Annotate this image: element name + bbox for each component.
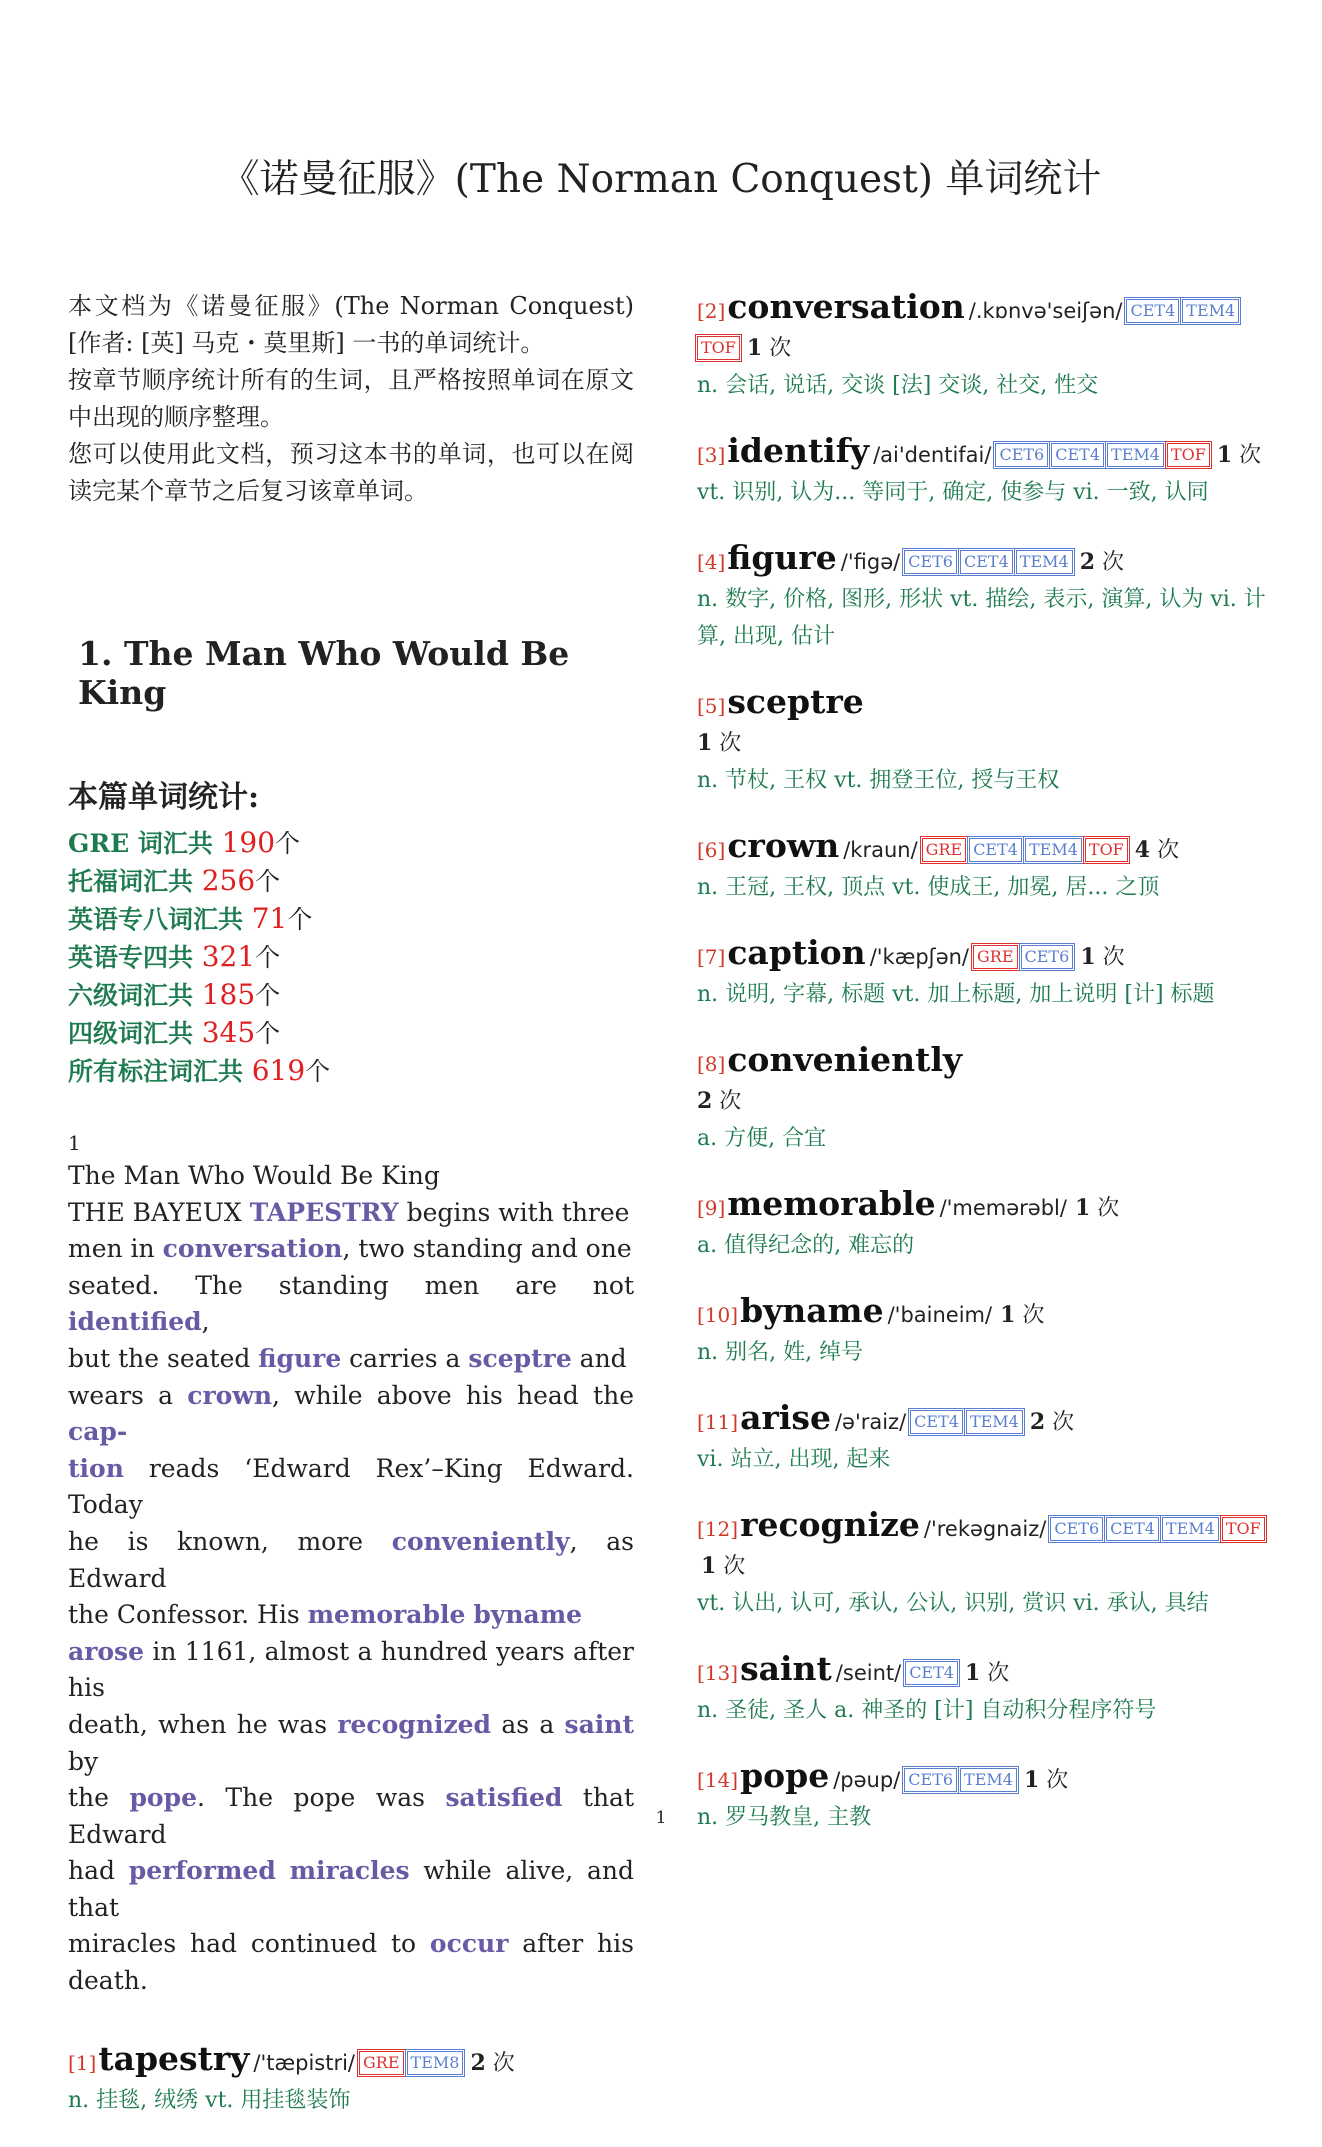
phonetic: /'memərəbl/ (939, 1196, 1067, 1220)
passage-line: the pope. The pope was satisfied that Edward (68, 1783, 635, 1849)
vocab-entry (697, 288, 1269, 404)
stats-count: 321 (201, 940, 256, 973)
phonetic: /'tæpistri/ (253, 2050, 356, 2075)
stats-count: 256 (201, 864, 256, 897)
definition: n. 别名, 姓, 绰号 (697, 1340, 864, 1365)
keyword: pope (129, 1783, 197, 1813)
passage-line: he is known, more conveniently, as Edward (68, 1526, 634, 1593)
phonetic: /seint/ (835, 1661, 902, 1685)
tag-badge: TOF (1222, 1517, 1265, 1541)
entry-index: [10] (697, 1303, 739, 1327)
occurrence-count (747, 336, 791, 361)
tag-badge: CET6 (1050, 1517, 1103, 1541)
entry-index: [7] (697, 945, 726, 969)
headword: conversation (727, 287, 965, 326)
count-unit: 次 (1150, 838, 1180, 863)
tag-badge: GRE (973, 945, 1018, 969)
entry-head (697, 1506, 1269, 1585)
occurrence-count (1030, 1410, 1074, 1435)
entry-index: [6] (697, 838, 726, 862)
page-title: 《诺曼征服》(The Norman Conquest) 单词统计 (220, 157, 1102, 202)
count-unit: 次 (1045, 1410, 1075, 1435)
tag-badge: TEM4 (1162, 1517, 1219, 1541)
definition: n. 挂毯, 绒绣 vt. 用挂毯装饰 (68, 2087, 351, 2113)
phonetic: /'kæpʃən/ (869, 945, 970, 969)
entry-head (697, 1399, 1269, 1441)
count-unit: 次 (712, 1089, 742, 1114)
stats-line (68, 1052, 634, 1090)
phonetic: /.kɒnvə'seiʃən/ (968, 299, 1123, 323)
tag-badge: CET4 (1126, 299, 1179, 323)
phonetic: /ai'dentifai/ (873, 443, 992, 467)
stats-unit: 个 (255, 867, 281, 896)
intro-paragraph: 本文档为《诺曼征服》(The Norman Conquest)[作者: [英] 马克・莫里斯] 一书的单词统计。 (68, 292, 634, 357)
passage-line: the Confessor. His memorable byname (68, 1600, 583, 1630)
vocab-entry (697, 1292, 1269, 1371)
stats-label: 托福词汇共 (68, 867, 202, 896)
stats-unit: 个 (275, 829, 301, 858)
entry-head (697, 1292, 1269, 1334)
occurrence-count (1217, 443, 1261, 468)
tag-badge: CET4 (905, 1661, 958, 1685)
keyword: cap- (68, 1417, 128, 1447)
headword: tapestry (98, 2038, 250, 2078)
tag-badge: GRE (359, 2051, 404, 2075)
definition: vt. 认出, 认可, 承认, 公认, 识别, 赏识 vi. 承认, 具结 (697, 1591, 1209, 1616)
count-unit: 次 (1232, 443, 1262, 468)
phonetic: /pəup/ (833, 1768, 901, 1792)
vocab-entry (697, 1041, 1269, 1157)
entry-index: [5] (697, 694, 726, 718)
definition: n. 圣徒, 圣人 a. 神圣的 [计] 自动积分程序符号 (697, 1698, 1157, 1723)
headword: pope (740, 1756, 830, 1795)
vocab-entry (697, 934, 1269, 1013)
phonetic: /ə'raiz/ (834, 1410, 907, 1434)
tag-badge: CET4 (960, 550, 1013, 574)
vocab-entry (697, 1399, 1269, 1478)
entry-index: [11] (697, 1410, 739, 1434)
count-number: 4 (1134, 837, 1151, 863)
entry-head (697, 1185, 1269, 1227)
page-number: 1 (655, 1808, 667, 1828)
keyword: saint (564, 1709, 635, 1739)
keyword: arose (68, 1636, 145, 1666)
passage-line: death, when he was recognized as a saint by (68, 1709, 635, 1776)
entry-index: [9] (697, 1196, 726, 1220)
keyword: satisfied (445, 1783, 563, 1813)
tag-badge: CET6 (1021, 945, 1074, 969)
keyword: recognized (337, 1709, 492, 1739)
occurrence-count (701, 1554, 745, 1579)
count-unit: 次 (1015, 1303, 1045, 1328)
entry-head (697, 1757, 1269, 1799)
stats-line (68, 900, 634, 938)
passage-line: had performed miracles while alive, and that (68, 1856, 634, 1922)
definition: n. 说明, 字幕, 标题 vt. 加上标题, 加上说明 [计] 标题 (697, 982, 1215, 1007)
tag-badge: TEM4 (1182, 299, 1239, 323)
stats-count: 71 (251, 902, 288, 935)
entry-index: [2] (697, 299, 726, 323)
tag-badge: CET6 (904, 550, 957, 574)
keyword: figure (258, 1343, 342, 1373)
intro-paragraph: 按章节顺序统计所有的生词，且严格按照单词在原文中出现的顺序整理。 (68, 366, 634, 431)
vocab-entry (697, 1506, 1269, 1622)
entry-index: [14] (697, 1768, 739, 1792)
tag-badge: TEM4 (1016, 550, 1073, 574)
vocab-entry (697, 539, 1269, 655)
passage-line: but the seated figure carries a sceptre and (68, 1343, 627, 1373)
tag-badge: CET4 (969, 838, 1022, 862)
occurrence-count (965, 1661, 1009, 1686)
keyword: conveniently (391, 1526, 570, 1556)
entry-index: [3] (697, 443, 726, 467)
count-number: 2 (1029, 1409, 1046, 1435)
count-number: 1 (1074, 1195, 1091, 1221)
passage-line: men in conversation, two standing and one (68, 1234, 632, 1264)
passage-line: THE BAYEUX TAPESTRY begins with three (68, 1197, 630, 1227)
stats-count: 345 (201, 1016, 256, 1049)
stats-label: GRE 词汇共 (68, 829, 222, 858)
tag-badge: TOF (1167, 443, 1210, 467)
count-unit: 次 (1090, 1196, 1120, 1221)
entries-left (68, 2040, 634, 2119)
vocab-entry (68, 2040, 634, 2119)
headword: identify (727, 431, 870, 470)
count-number: 1 (701, 1553, 717, 1579)
count-number: 2 (697, 1088, 713, 1114)
entry-head (68, 2040, 634, 2082)
chapter-number: 1 (68, 1131, 81, 1155)
occurrence-count (1080, 945, 1124, 970)
headword: memorable (727, 1184, 936, 1223)
entry-index: [4] (697, 550, 726, 574)
count-line (697, 725, 1269, 762)
chapter-heading: 1. The Man Who Would Be King (78, 634, 570, 712)
stats-heading: 本篇单词统计: (68, 780, 260, 815)
phonetic: /'baineim/ (887, 1303, 993, 1327)
definition: a. 值得纪念的, 难忘的 (697, 1233, 915, 1258)
right-column (697, 288, 1269, 1864)
count-unit: 次 (716, 1554, 746, 1579)
vocab-entry (697, 432, 1269, 511)
entries-right (697, 288, 1269, 1836)
keyword: sceptre (468, 1343, 572, 1373)
entry-index: [8] (697, 1052, 726, 1076)
keyword: TAPESTRY (249, 1197, 399, 1227)
keyword: memorable (307, 1600, 466, 1630)
definition: vi. 站立, 出现, 起来 (697, 1447, 891, 1472)
stats-label: 四级词汇共 (68, 1019, 202, 1048)
headword: saint (740, 1649, 832, 1688)
count-number: 1 (1216, 442, 1233, 468)
entry-head (697, 1041, 1269, 1083)
entry-index: [12] (697, 1517, 739, 1541)
phonetic: /'figə/ (840, 550, 901, 574)
headword: caption (727, 933, 866, 972)
tag-badge: CET4 (1051, 443, 1104, 467)
passage-line: seated. The standing men are not identified, (68, 1270, 634, 1337)
stats-list (68, 824, 634, 1090)
stats-line (68, 938, 634, 976)
stats-label: 英语专四共 (68, 943, 202, 972)
passage-body (68, 1195, 634, 2000)
tag-badge: GRE (922, 838, 967, 862)
entry-head (697, 934, 1269, 976)
entry-head (697, 432, 1269, 474)
occurrence-count (697, 1089, 741, 1114)
tag-badge: TEM4 (1025, 838, 1082, 862)
count-line (697, 1083, 1269, 1120)
entry-head (697, 539, 1269, 581)
keyword: identified (68, 1307, 202, 1337)
passage-line: tion reads ‘Edward Rex’–King Edward. Today (68, 1453, 634, 1520)
keyword: occur (429, 1929, 509, 1959)
headword: sceptre (727, 682, 864, 721)
keyword: performed (128, 1856, 276, 1886)
tag-badge: CET6 (995, 443, 1048, 467)
keyword: tion (68, 1453, 124, 1483)
tag-badge: TEM4 (960, 1768, 1017, 1792)
count-unit: 次 (485, 2050, 515, 2076)
keyword: miracles (289, 1856, 410, 1886)
entry-head (697, 288, 1269, 367)
count-unit: 次 (980, 1661, 1010, 1686)
count-number: 1 (1023, 1767, 1040, 1793)
stats-unit: 个 (255, 1019, 281, 1048)
count-number: 2 (470, 2049, 486, 2076)
definition: n. 会话, 说话, 交谈 [法] 交谈, 社交, 性交 (697, 373, 1099, 398)
stats-label: 所有标注词汇共 (68, 1057, 252, 1086)
tag-badge: TEM8 (407, 2051, 464, 2075)
stats-label: 英语专八词汇共 (68, 905, 252, 934)
count-number: 2 (1079, 549, 1095, 575)
keyword: crown (187, 1380, 273, 1410)
headword: recognize (740, 1505, 920, 1544)
tag-badge: TOF (1085, 838, 1128, 862)
headword: crown (727, 826, 840, 865)
tag-badge: TEM4 (1107, 443, 1164, 467)
definition: n. 罗马教皇, 主教 (697, 1805, 872, 1830)
count-unit: 次 (1039, 1768, 1069, 1793)
passage-line: miracles had continued to occur after his death. (68, 1929, 634, 1996)
tag-badge: CET6 (904, 1768, 957, 1792)
entry-index: [13] (697, 1661, 739, 1685)
phonetic: /kraun/ (843, 838, 918, 862)
tag-badge: CET4 (910, 1410, 963, 1434)
count-number: 1 (697, 730, 713, 756)
occurrence-count (1024, 1768, 1068, 1793)
headword: conveniently (727, 1040, 963, 1079)
definition: vt. 识别, 认为... 等同于, 确定, 使参与 vi. 一致, 认同 (697, 480, 1209, 505)
occurrence-count (1075, 1196, 1119, 1221)
vocab-entry (697, 683, 1269, 799)
count-number: 1 (1000, 1302, 1016, 1328)
passage (68, 1158, 634, 2000)
keyword: byname (473, 1600, 583, 1630)
passage-line: arose in 1161, almost a hundred years after his (68, 1636, 634, 1703)
stats-unit: 个 (255, 943, 281, 972)
stats-line (68, 976, 634, 1014)
headword: figure (727, 538, 837, 577)
stats-count: 619 (251, 1054, 306, 1087)
intro-paragraph: 您可以使用此文档，预习这本书的单词，也可以在阅读完某个章节之后复习该章单词。 (68, 440, 634, 505)
passage-line: wears a crown, while above his head the cap- (68, 1380, 634, 1447)
count-unit: 次 (762, 336, 792, 361)
stats-unit: 个 (287, 905, 313, 934)
entry-head (697, 683, 1269, 725)
chapter-title-line: The Man Who Would Be King (68, 1161, 440, 1190)
tag-badge: CET4 (1106, 1517, 1159, 1541)
stats-count: 185 (201, 978, 256, 1011)
occurrence-count (1135, 838, 1179, 863)
tag-badge: TEM4 (966, 1410, 1023, 1434)
stats-line (68, 824, 634, 862)
count-number: 1 (1080, 944, 1096, 970)
stats-line (68, 1014, 634, 1052)
stats-count: 190 (221, 826, 276, 859)
vocab-entry (697, 1650, 1269, 1729)
occurrence-count (1000, 1303, 1044, 1328)
entry-head (697, 827, 1269, 869)
vocab-entry (697, 1185, 1269, 1264)
entry-head (697, 1650, 1269, 1692)
stats-label: 六级词汇共 (68, 981, 202, 1010)
headword: byname (740, 1291, 884, 1330)
definition: n. 王冠, 王权, 顶点 vt. 使成王, 加冕, 居... 之顶 (697, 875, 1160, 900)
entry-index: [1] (68, 2050, 97, 2075)
count-unit: 次 (1095, 550, 1124, 575)
keyword: conversation (162, 1234, 343, 1264)
count-unit: 次 (712, 731, 742, 756)
headword: arise (740, 1398, 831, 1437)
definition: a. 方便, 合宜 (697, 1126, 827, 1151)
tag-badge: TOF (697, 336, 740, 360)
stats-unit: 个 (305, 1057, 331, 1086)
definition: n. 数字, 价格, 图形, 形状 vt. 描绘, 表示, 演算, 认为 vi. 计算, 出现, 估计 (697, 587, 1266, 649)
definition: n. 节杖, 王权 vt. 拥登王位, 授与王权 (697, 768, 1060, 793)
count-number: 1 (964, 1660, 981, 1686)
count-number: 1 (746, 335, 763, 361)
vocab-entry (697, 827, 1269, 906)
count-unit: 次 (1095, 945, 1125, 970)
phonetic: /'rekəgnaiz/ (923, 1517, 1047, 1541)
occurrence-count (1080, 550, 1124, 575)
stats-line (68, 862, 634, 900)
occurrence-count (697, 731, 741, 756)
stats-unit: 个 (255, 981, 281, 1010)
intro (68, 288, 634, 510)
left-column (68, 288, 634, 2147)
occurrence-count (470, 2051, 514, 2076)
